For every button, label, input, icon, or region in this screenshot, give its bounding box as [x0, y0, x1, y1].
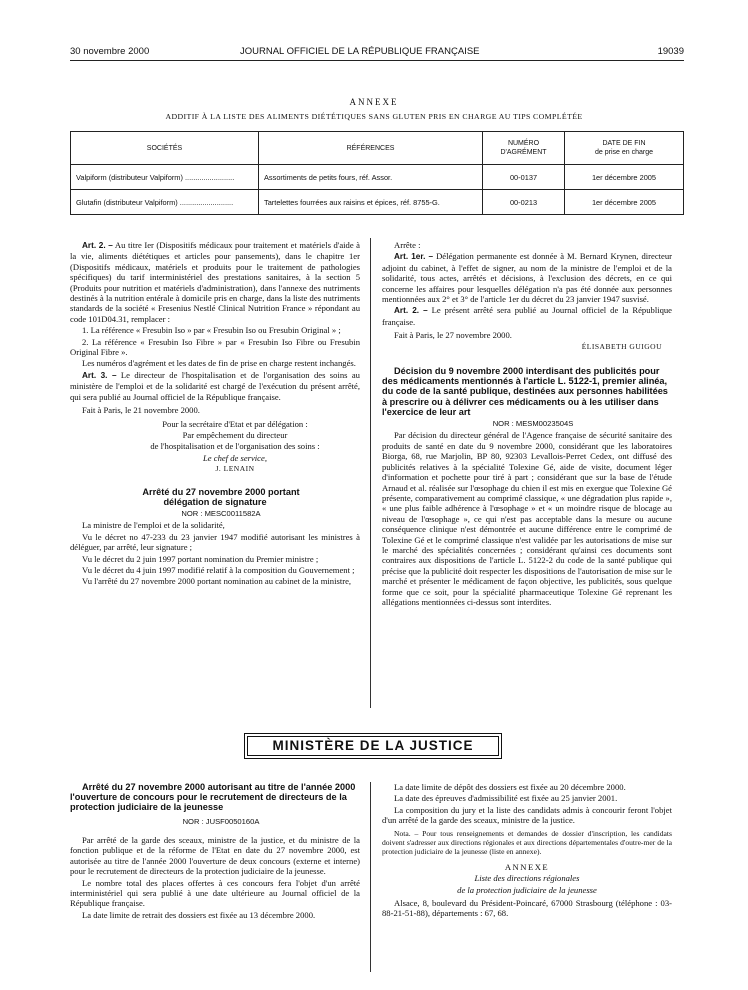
justice-left-column	[70, 782, 360, 921]
list-heading: Liste des directions régionales	[474, 873, 580, 884]
signature-line: Pour la secrétaire d'Etat et par délégation :	[162, 418, 308, 429]
fait-a-paris: Fait à Paris, le 21 novembre 2000.	[82, 405, 200, 416]
signature-line: Le chef de service,	[203, 452, 267, 463]
column-divider	[370, 782, 371, 972]
header-journal-title: JOURNAL OFFICIEL DE LA RÉPUBLIQUE FRANÇAISE	[240, 46, 480, 57]
article-label: Art. 2. –	[394, 306, 428, 316]
article-text: Le directeur de l'hospitalisation et de l'organisation des soins au ministère de l'emploi et de la solidarité est chargé de l'exécution du présent arrêté, qui sera publié au Journal officiel de la République française.	[70, 369, 360, 402]
article-text: Le présent arrêté sera publié au Journal officiel de la République française.	[382, 305, 672, 327]
fait-a-paris: Fait à Paris, le 27 novembre 2000.	[394, 330, 512, 341]
annexe-subtitle: ADDITIF À LA LISTE DES ALIMENTS DIÉTÉTIQUES SANS GLUTEN PRIS EN CHARGE AU TIPS COMPLÉTÉE	[165, 112, 583, 121]
th-societes: SOCIÉTÉS	[71, 132, 259, 165]
header-date: 30 novembre 2000	[70, 46, 150, 57]
nota: Nota. – Pour tous renseignements et demandes de dossier d'inscription, les candidats doivent s'adresser aux directions régionales et aux directions départementales d'outre-mer de la protection judiciaire de la jeunesse (liste en annexe).	[382, 828, 672, 857]
table-cell: 00-0137	[483, 165, 565, 190]
paragraph: La ministre de l'emploi et de la solidarité,	[82, 520, 225, 531]
decision-title: Décision du 9 novembre 2000 interdisant des publicités pour des médicaments mentionnés à l'article L. 5122-1, premier alinéa, du code de la santé publique, destinées aux personnes habilitées à prescrire ou à délivrer ces médicaments ou à les utiliser dans l'exercice de leur art	[382, 366, 668, 417]
th-numero: NUMÉRO D'AGRÉMENT	[483, 132, 565, 165]
paragraph: Vu le décret du 2 juin 1997 portant nomination du Premier ministre ;	[82, 553, 319, 564]
table-cell: Tartelettes fourrées aux raisins et épices, réf. 8755-G.	[259, 190, 483, 215]
running-header	[70, 47, 684, 61]
left-column	[70, 240, 360, 588]
th-date-fin: DATE DE FIN de prise en charge	[565, 132, 684, 165]
paragraph: Arrête :	[394, 240, 421, 250]
nor-reference: NOR : MESC0011582A	[181, 508, 261, 518]
table-cell: 1er décembre 2005	[565, 165, 684, 190]
table-cell: 00-0213	[483, 190, 565, 215]
paragraph: La composition du jury et la liste des candidats admis à concourir feront l'objet d'un arrêté de la garde des sceaux, ministre de la justice.	[382, 804, 672, 826]
table-row	[71, 165, 684, 190]
paragraph: Vu le décret du 4 juin 1997 modifié relatif à la composition du Gouvernement ;	[82, 564, 355, 575]
paragraph: La date des épreuves d'admissibilité est fixée au 25 janvier 2001.	[394, 793, 618, 804]
paragraph: 2. La référence « Fresubin Iso Fibre » par « Fresubin Iso Fibre ou Fresubin Original Fibre ».	[70, 336, 360, 358]
table-cell: Valpiform (distributeur Valpiform) ........................	[71, 165, 259, 190]
table-cell: 1er décembre 2005	[565, 190, 684, 215]
annexe-heading: ANNEXE	[504, 861, 550, 872]
table-cell: Glutafin (distributeur Valpiform) ..........................	[71, 190, 259, 215]
justice-right-column	[382, 782, 672, 920]
th-references: RÉFÉRENCES	[259, 132, 483, 165]
header-page-number: 19039	[657, 46, 684, 57]
gluten-free-table	[70, 131, 684, 215]
table-header-row	[71, 132, 684, 165]
paragraph: Le nombre total des places offertes à ces concours fera l'objet d'un arrêté interministériel qui sera publié à une date ultérieure au Journal officiel de la République française.	[70, 877, 360, 909]
table-cell: Assortiments de petits fours, réf. Assor.	[259, 165, 483, 190]
decree-title: Arrêté du 27 novembre 2000 portant délégation de signature	[142, 486, 300, 507]
table-row	[71, 190, 684, 215]
paragraph: Vu le décret no 47-233 du 23 janvier 1947 modifié autorisant les ministres à déléguer, par arrêté, leur signature ;	[70, 531, 360, 553]
address-entry: Alsace, 8, boulevard du Président-Poincaré, 67000 Strasbourg (téléphone : 03-88-21-51-88), départements : 67, 68.	[382, 898, 672, 919]
concours-title: Arrêté du 27 novembre 2000 autorisant au titre de l'année 2000 l'ouverture de concours pour le recrutement de directeurs de la protection judiciaire de la jeunesse	[70, 782, 356, 813]
signature-line: Par empêchement du directeur	[182, 429, 288, 440]
paragraph: Par décision du directeur général de l'Agence française de sécurité sanitaire des produits de santé en date du 9 novembre 2000, considérant que les laboratoires Biorga, 68, rue Marjolin, BP 80, 92303 Levallois-Perret Cedex, ont diffusé des publicités relatives à la spécialité Tolexine Gé, aide de visite, document léger d'information et pochette pour tiré à part ; considérant que sur la base de l'étude Arnaud et al. réalisée sur l'œsophage du chien il est mis en exergue que Tolexine Gé présente, comparativement au comprimé classique, « une dégradation plus rapide », « une plus faible adhérence à l'œsophage » et « un moindre risque de blocage au niveau de l'œsophage », ce qui n'est pas acceptable dans la mesure ou aucune conséquence clinique n'est démontrée et aucune différence entre le comprimé de Tolexine Gé et le comprimé classique n'est validée par les autorisations de mise sur le marché des spécialités concernées ; considérant qu'ainsi ces documents sont contraires aux dispositions de l'article L. 5122-2 du code de la santé publique qui précise que la publicité doit respecter les dispositions de l'autorisation de mise sur le marché et présenter le médicament de façon objective, les publicités, sous quelque forme que ce soit, pour la spécialité pharmaceutique Tolexine Gé reprenant les allégations mentionnées ci-dessus sont interdites.	[382, 430, 672, 607]
annexe-title: ANNEXE	[349, 97, 399, 107]
article-text: Délégation permanente est donnée à M. Bernard Krynen, directeur adjoint du cabinet, à l'effet de signer, au nom de la ministre de l'emploi et de la solidarité, tous actes, arrêtés et décisions, à l'exclusion des décrets, en ce qui concerne les affaires pour lesquelles délégation n'a pas été donnée aux personnes mentionnées aux 2° et 3° de l'article 1er du décret du 23 janvier 1947 susvisé.	[382, 251, 672, 305]
paragraph: Vu l'arrêté du 27 novembre 2000 portant nomination au cabinet de la ministre,	[82, 576, 352, 587]
article-text: Au titre Ier (Dispositifs médicaux pour traitement et matériels d'aide à la vie, aliments diététiques et articles pour pansements), dans le chapitre 1er (Dispositifs médicaux, matériels et produits pour le traitement de pathologies spécifiques) du tarif interministériel des prestations sanitaires, à la section 5 (Produits pour nutrition et matériels d'administration), dans l'annexe des nutriments destinés à la nutrition entérale à domicile pris en charge, dans la liste des nutriments standards de la société « Fresenius Nestlé Clinical Nutrition France » répondant au code 101D04.31, remplacer :	[70, 240, 360, 324]
ministry-box	[244, 733, 502, 759]
paragraph: 1. La référence « Fresubin Iso » par « Fresubin Iso ou Fresubin Original » ;	[82, 325, 341, 336]
paragraph: La date limite de dépôt des dossiers est fixée au 20 décembre 2000.	[394, 782, 626, 792]
paragraph: Les numéros d'agrément et les dates de fin de prise en charge restent inchangés.	[82, 358, 356, 369]
article-label: Art. 1er. –	[394, 252, 434, 262]
column-divider	[370, 238, 371, 708]
ministry-title: MINISTÈRE DE LA JUSTICE	[247, 736, 499, 756]
nor-reference: NOR : JUSF0050160A	[182, 816, 260, 826]
signature-line: de l'hospitalisation et de l'organisation des soins :	[150, 441, 320, 452]
signatory: ÉLISABETH GUIGOU	[581, 341, 662, 351]
article-label: Art. 3. –	[82, 370, 117, 380]
article-label: Art. 2. –	[82, 241, 113, 250]
right-column	[382, 240, 672, 608]
nor-reference: NOR : MESM0023504S	[492, 419, 574, 429]
paragraph: Par arrêté de la garde des sceaux, ministre de la justice, et du ministre de la fonction publique et de la réforme de l'Etat en date du 27 novembre 2000, est autorisée au titre de l'année 2000 l'ouverture de deux concours (externe et interne) pour le recrutement de directeurs de la protection judiciaire de la jeunesse.	[70, 835, 360, 877]
paragraph: La date limite de retrait des dossiers est fixée au 13 décembre 2000.	[82, 909, 316, 920]
signatory: J. LENAIN	[215, 464, 255, 474]
list-heading: de la protection judiciaire de la jeunesse	[457, 884, 597, 895]
